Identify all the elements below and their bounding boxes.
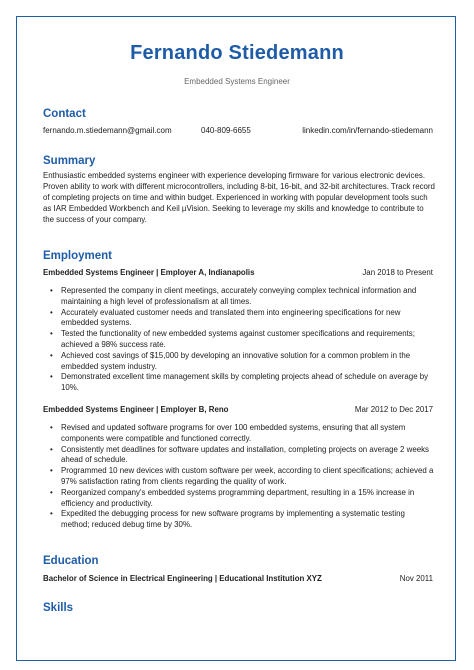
job-2-dates: Mar 2012 to Dec 2017 [354, 405, 433, 414]
education-heading: Education [43, 555, 99, 567]
contact-heading: Contact [43, 108, 86, 120]
job-2-bullets [43, 423, 435, 531]
list-item: • Reorganized company's embedded systems programming department, resulting in a 15% increase in efficiency and productivity. [61, 488, 435, 510]
email-text: fernando.m.stiedemann@gmail.com [43, 126, 172, 135]
list-item: • Revised and updated software programs for over 100 embedded systems, ensuring that all system components were compatible and functioned correctly. [61, 423, 435, 445]
phone-text: 040-809-6655 [201, 126, 251, 135]
job-1-title: Embedded Systems Engineer | Employer A, Indianapolis [43, 268, 255, 277]
summary-text: Enthusiastic embedded systems engineer with experience developing firmware for various electronic devices. Proven ability to work with different microcontrollers, including 8-bit, 16-bit, and 32-bit architectures. Track record of completing projects on time and within budget. Experienced in working with popular development tools such as IAR Embedded Workbench and Keil µVision. Seeking to leverage my skills and knowledge to contribute to the success of your company. [43, 171, 435, 224]
candidate-title: Embedded Systems Engineer [184, 77, 290, 86]
skills-heading: Skills [43, 602, 74, 614]
job-1-bullets [43, 286, 435, 394]
list-item: • Programmed 10 new devices with custom software per week, according to client specifications; achieved a 97% satisfaction rating from clients regarding the quality of work. [61, 466, 435, 488]
list-item: • Consistently met deadlines for software updates and installation, completing projects on average 2 weeks ahead of schedule. [61, 445, 435, 467]
list-item: • Accurately evaluated customer needs and translated them into engineering specifications for new embedded systems. [61, 308, 435, 330]
list-item: • Demonstrated excellent time management skills by completing projects ahead of schedule on average by 10%. [61, 372, 435, 394]
job-1-dates: Jan 2018 to Present [362, 268, 433, 277]
graduation-date: Nov 2011 [399, 574, 433, 583]
degree-text: Bachelor of Science in Electrical Engineering | Educational Institution XYZ [43, 574, 322, 583]
linkedin-text: linkedin.com/in/fernando-stiedemann [302, 126, 433, 135]
list-item: • Achieved cost savings of $15,000 by developing an innovative solution for a common problem in the embedded system industry. [61, 351, 435, 373]
list-item: • Expedited the debugging process for new software programs by implementing a systematic testing method; reduced debug time by 30%. [61, 509, 435, 531]
summary-heading: Summary [43, 155, 96, 167]
list-item: • Tested the functionality of new embedded systems against customer specifications and requirements; achieved a 98% success rate. [61, 329, 435, 351]
job-2-title: Embedded Systems Engineer | Employer B, Reno [43, 405, 229, 414]
employment-heading: Employment [43, 250, 113, 262]
list-item: • Represented the company in client meetings, accurately conveying complex technical information and maintaining a high level of professionalism at all times. [61, 286, 435, 308]
candidate-name: Fernando Stiedemann [130, 42, 344, 64]
